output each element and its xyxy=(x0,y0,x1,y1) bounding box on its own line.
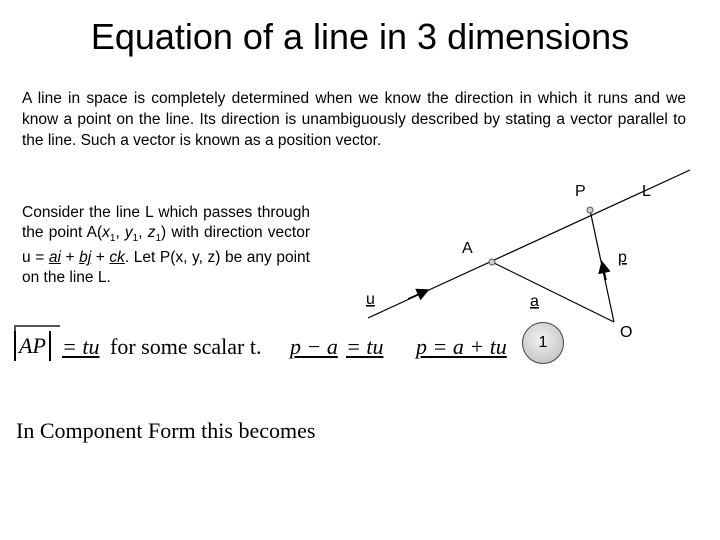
x1-var: x xyxy=(102,223,110,241)
bj-term: bj xyxy=(79,249,92,267)
component-form-text: In Component Form this becomes xyxy=(16,418,316,443)
eq2-lhs: p − a xyxy=(290,334,338,359)
vector-a-line xyxy=(492,262,614,322)
plus-1: + xyxy=(60,249,80,267)
y1-var: y xyxy=(124,223,133,241)
label-a: a xyxy=(530,293,539,310)
label-A: A xyxy=(462,240,473,257)
ap-equals-tu: = tu xyxy=(62,334,100,359)
ai-term: ai xyxy=(48,249,61,267)
label-P: P xyxy=(575,183,586,200)
label-p: p xyxy=(618,249,627,266)
point-P xyxy=(587,207,593,213)
scalar-text: for some scalar t. xyxy=(110,334,262,359)
label-O: O xyxy=(620,324,633,341)
plus-2: + xyxy=(91,249,110,267)
y1-sub: 1 xyxy=(132,232,139,244)
slide-title: Equation of a line in 3 dimensions xyxy=(90,16,630,57)
consider-text-2: ) with direction vector u = xyxy=(22,223,310,267)
z1-sub: 1 xyxy=(155,232,161,244)
z1-var: z xyxy=(147,223,156,241)
consider-text-1: Consider the line L which passes through the point A( xyxy=(22,204,310,241)
label-L: L xyxy=(642,183,651,200)
x1-sub: 1 xyxy=(109,232,116,244)
ck-term: ck xyxy=(109,249,125,267)
direction-u-arrow xyxy=(408,290,428,299)
intro-paragraph: A line in space is completely determined when we know the direction in which it runs and we know a point on the line. Its direction is unambiguously described by stating a vector parallel to the line. Such a vector is known as a position vector. xyxy=(22,90,686,149)
eq3: p = a + tu xyxy=(416,334,507,359)
consider-paragraph: Consider the line L which passes through the point $A(x_1$, $y_1$, $z_1$) with direction vector u = ai + bj + ck. Let P(x, y, z) be any point on the line L. xyxy=(22,204,310,286)
ap-label: AP xyxy=(14,331,51,361)
label-u: u xyxy=(366,291,375,308)
vector-p-line xyxy=(590,210,614,322)
number-badge: 1 xyxy=(522,322,564,364)
consider-text-3: . Let P(x, y, z) be any point on the line L. xyxy=(22,249,310,286)
point-A xyxy=(489,259,495,265)
eq2-rhs: = tu xyxy=(346,334,384,359)
